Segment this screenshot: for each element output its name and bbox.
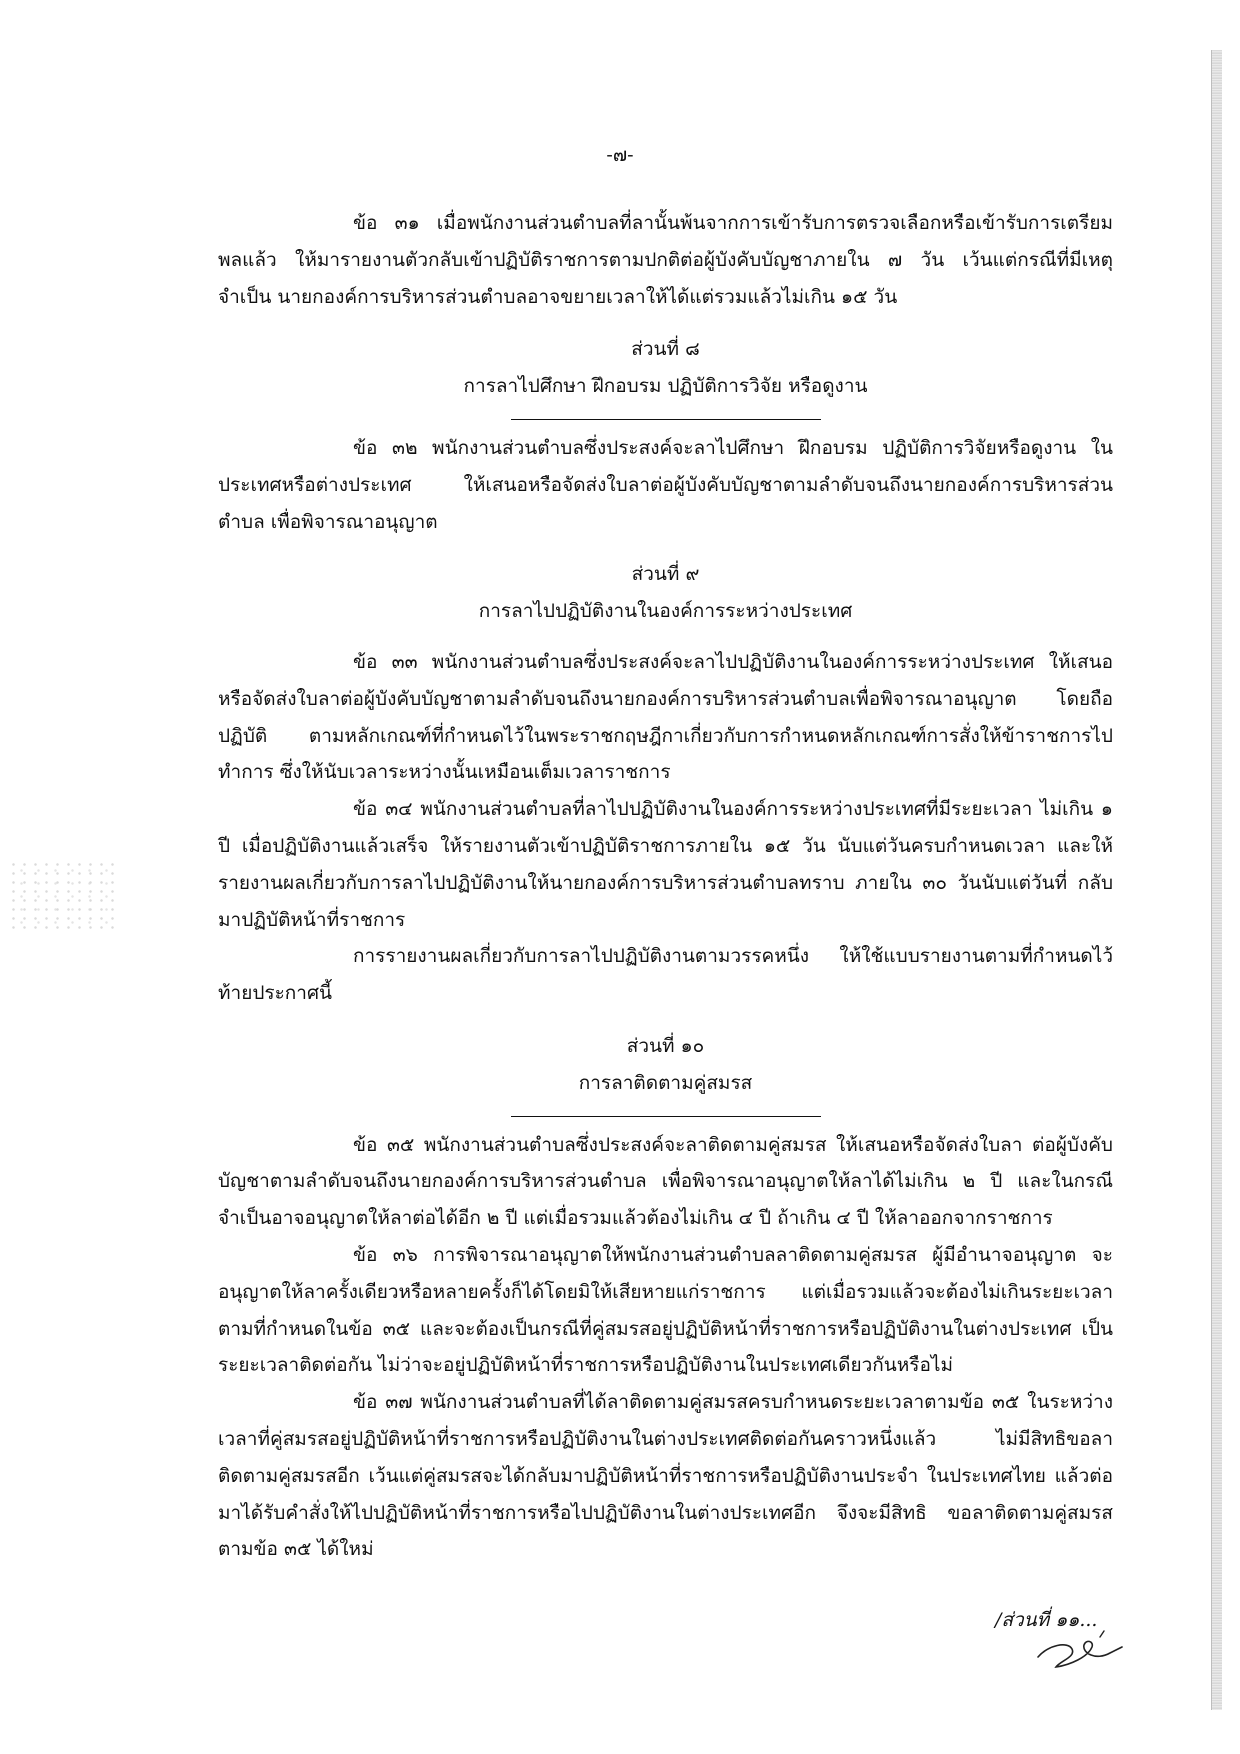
document-body xyxy=(218,205,1113,1568)
section-8-heading xyxy=(218,331,1113,405)
clause-34: ข้อ ๓๔ พนักงานส่วนตำบลที่ลาไปปฏิบัติงานในองค์การระหว่างประเทศที่มีระยะเวลา ไม่เกิน ๑ ปี เมื่อปฏิบัติงานแล้วเสร็จ ให้รายงานตัวเข้าปฏิบัติราชการภายใน ๑๕ วัน นับแต่วันครบกำหนดเวลา และให้รายงานผลเกี่ยวกับการลาไปปฏิบัติงานให้นายกองค์การบริหารส่วนตำบลทราบ ภายใน ๓๐ วันนับแต่วันที่ กลับมาปฏิบัติหน้าที่ราชการ xyxy=(218,798,1113,931)
clause-35: ข้อ ๓๕ พนักงานส่วนตำบลซึ่งประสงค์จะลาติดตามคู่สมรส ให้เสนอหรือจัดส่งใบลา ต่อผู้บังคับบัญชาตามลำดับจนถึงนายกองค์การบริหารส่วนตำบล เพื่อพิจารณาอนุญาตให้ลาได้ไม่เกิน ๒ ปี และในกรณีจำเป็นอาจอนุญาตให้ลาต่อได้อีก ๒ ปี แต่เมื่อรวมแล้วต้องไม่เกิน ๔ ปี ถ้าเกิน ๔ ปี ให้ลาออกจากราชการ xyxy=(218,1133,1113,1230)
clause-33: ข้อ ๓๓ พนักงานส่วนตำบลซึ่งประสงค์จะลาไปปฏิบัติงานในองค์การระหว่างประเทศ ให้เสนอ หรือจัดส่งใบลาต่อผู้บังคับบัญชาตามลำดับจนถึงนายกองค์การบริหารส่วนตำบลเพื่อพิจารณาอนุญาต โดยถือปฏิบัติ ตามหลักเกณฑ์ที่กำหนดไว้ในพระราชกฤษฎีกาเกี่ยวกับการกำหนดหลักเกณฑ์การสั่งให้ข้าราชการไปทำการ ซึ่งให้นับเวลาระหว่างนั้นเหมือนเต็มเวลาราชการ xyxy=(218,650,1113,784)
initials-signature-icon xyxy=(1030,1627,1130,1673)
section-9-heading xyxy=(218,556,1113,630)
clause-32: ข้อ ๓๒ พนักงานส่วนตำบลซึ่งประสงค์จะลาไปศึกษา ฝึกอบรม ปฏิบัติการวิจัยหรือดูงาน ในประเทศหรือต่างประเทศ ให้เสนอหรือจัดส่งใบลาต่อผู้บังคับบัญชาตามลำดับจนถึงนายกองค์การบริหารส่วนตำบล เพื่อพิจารณาอนุญาต xyxy=(218,436,1113,533)
clause-34-paragraph-2: การรายงานผลเกี่ยวกับการลาไปปฏิบัติงานตามวรรคหนึ่ง ให้ใช้แบบรายงานตามที่กำหนดไว้ ท้ายประกาศนี้ xyxy=(218,945,1113,1005)
clause-36: ข้อ ๓๖ การพิจารณาอนุญาตให้พนักงานส่วนตำบลลาติดตามคู่สมรส ผู้มีอำนาจอนุญาต จะอนุญาตให้ลาครั้งเดียวหรือหลายครั้งก็ได้โดยมิให้เสียหายแก่ราชการ แต่เมื่อรวมแล้วจะต้องไม่เกินระยะเวลา ตามที่กำหนดในข้อ ๓๕ และจะต้องเป็นกรณีที่คู่สมรสอยู่ปฏิบัติหน้าที่ราชการหรือปฏิบัติงานในต่างประเทศ เป็นระยะเวลาติดต่อกัน ไม่ว่าจะอยู่ปฏิบัติหน้าที่ราชการหรือปฏิบัติงานในประเทศเดียวกันหรือไม่ xyxy=(218,1243,1113,1377)
page-number: -๗- xyxy=(606,144,634,166)
section-10-heading xyxy=(218,1028,1113,1102)
clause-37: ข้อ ๓๗ พนักงานส่วนตำบลที่ได้ลาติดตามคู่สมรสครบกำหนดระยะเวลาตามข้อ ๓๕ ในระหว่างเวลาที่คู่สมรสอยู่ปฏิบัติหน้าที่ราชการหรือปฏิบัติงานในต่างประเทศติดต่อกันคราวหนึ่งแล้ว ไม่มีสิทธิขอลาติดตามคู่สมรสอีก เว้นแต่คู่สมรสจะได้กลับมาปฏิบัติหน้าที่ราชการหรือปฏิบัติงานประจำ ในประเทศไทย แล้วต่อมาได้รับคำสั่งให้ไปปฏิบัติหน้าที่ราชการหรือไปปฏิบัติงานในต่างประเทศอีก จึงจะมีสิทธิ ขอลาติดตามคู่สมรสตามข้อ ๓๕ ได้ใหม่ xyxy=(218,1391,1113,1561)
section-divider xyxy=(511,1116,821,1117)
section-number: ส่วนที่ ๘ xyxy=(631,338,700,361)
scan-edge xyxy=(1211,50,1222,1710)
section-number: ส่วนที่ ๑๐ xyxy=(626,1034,705,1057)
clause-31: ข้อ ๓๑ เมื่อพนักงานส่วนตำบลที่ลานั้นพ้นจากการเข้ารับการตรวจเลือกหรือเข้ารับการเตรียมพลแล้ว ให้มารายงานตัวกลับเข้าปฏิบัติราชการตามปกติต่อผู้บังคับบัญชาภายใน ๗ วัน เว้นแต่กรณีที่มีเหตุจำเป็น นายกองค์การบริหารส่วนตำบลอาจขยายเวลาให้ได้แต่รวมแล้วไม่เกิน ๑๕ วัน xyxy=(218,212,1113,308)
scan-specks xyxy=(8,860,118,930)
section-title: การลาไปศึกษา ฝึกอบรม ปฏิบัติการวิจัย หรือดูงาน xyxy=(463,375,868,398)
continuation-marker: /ส่วนที่ ๑๑... xyxy=(995,1609,1098,1631)
section-title: การลาติดตามคู่สมรส xyxy=(578,1071,753,1094)
section-title: การลาไปปฏิบัติงานในองค์การระหว่างประเทศ xyxy=(478,600,853,623)
section-number: ส่วนที่ ๙ xyxy=(631,563,700,586)
section-divider xyxy=(511,419,821,420)
